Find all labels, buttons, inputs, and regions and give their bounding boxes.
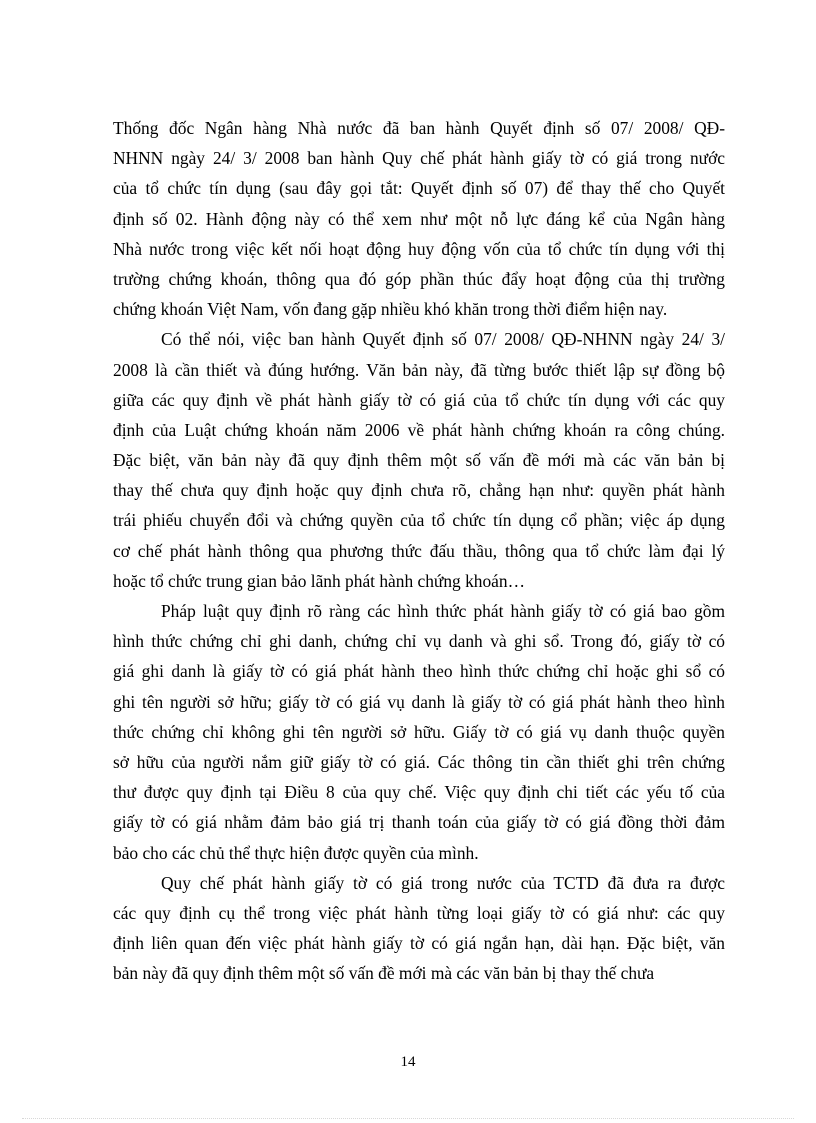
document-body [113,113,725,988]
text-line: Pháp luật quy định rõ ràng các hình thức phát hành giấy tờ có giá bao gồm [161,601,725,621]
text-line: chứng khoán Việt Nam, vốn đang gặp nhiều khó khăn trong thời điểm hiện nay. [113,299,668,320]
text-line: hình thức chứng chỉ ghi danh, chứng chỉ vụ danh và ghi sổ. Trong đó, giấy tờ có [113,631,725,652]
page-number: 14 [400,1054,416,1070]
text-line: 2008 là cần thiết và đúng hướng. Văn bản này, đã từng bước thiết lập sự đồng bộ [113,359,725,380]
paragraph [113,324,725,596]
text-line: Có thể nói, việc ban hành Quyết định số 07/ 2008/ QĐ-NHNN ngày 24/ 3/ [161,329,725,350]
text-line: Quy chế phát hành giấy tờ có giá trong nước của TCTD đã đưa ra được [161,872,725,893]
text-line: giá ghi danh là giấy tờ có giá phát hành theo hình thức chứng chỉ hoặc ghi sổ có [113,661,725,682]
text-line: định của Luật chứng khoán năm 2006 về phát hành chứng khoán ra công chúng. [113,419,725,440]
text-line: thay thế chưa quy định hoặc quy định chưa rõ, chẳng hạn như: quyền phát hành [113,480,725,501]
text-line: trường chứng khoán, thông qua đó góp phần thúc đẩy hoạt động của thị trường [113,268,725,289]
text-line: hoặc tổ chức trung gian bảo lãnh phát hành chứng khoán… [113,570,525,591]
text-line: trái phiếu chuyển đổi và chứng quyền của tổ chức tín dụng cổ phần; việc áp dụng [113,510,725,531]
page-bottom-divider [22,1118,794,1119]
text-line: sở hữu của người nắm giữ giấy tờ có giá. Các thông tin cần thiết ghi trên chứng [113,751,725,772]
paragraph [113,596,725,868]
text-line: thức chứng chỉ không ghi tên người sở hữu. Giấy tờ có giá vụ danh thuộc quyền [113,721,725,742]
text-line: các quy định cụ thể trong việc phát hành từng loại giấy tờ có giá như: các quy [113,902,725,923]
text-line: Đặc biệt, văn bản này đã quy định thêm một số vấn đề mới mà các văn bản bị [113,450,725,471]
text-line: NHNN ngày 24/ 3/ 2008 ban hành Quy chế phát hành giấy tờ có giá trong nước [113,148,725,169]
text-line: giấy tờ có giá nhằm đảm bảo giá trị thanh toán của giấy tờ có giá đồng thời đảm [113,812,725,833]
text-line: giữa các quy định về phát hành giấy tờ có giá của tổ chức tín dụng với các quy [113,389,725,410]
text-line: cơ chế phát hành thông qua phương thức đấu thầu, thông qua tổ chức làm đại lý [113,540,725,561]
text-line: thư được quy định tại Điều 8 của quy chế. Việc quy định chi tiết các yếu tố của [113,782,725,803]
text-line: ghi tên người sở hữu; giấy tờ có giá vụ danh là giấy tờ có giá phát hành theo hình [113,691,725,712]
text-line: định số 02. Hành động này có thể xem như một nỗ lực đáng kể của Ngân hàng [113,208,725,229]
text-line: Thống đốc Ngân hàng Nhà nước đã ban hành Quyết định số 07/ 2008/ QĐ- [113,118,725,138]
text-line: bản này đã quy định thêm một số vấn đề mới mà các văn bản bị thay thế chưa [113,963,655,984]
text-line: định liên quan đến việc phát hành giấy tờ có giá ngắn hạn, dài hạn. Đặc biệt, văn [113,933,725,954]
paragraph [113,868,725,989]
text-line: bảo cho các chủ thể thực hiện được quyền của mình. [113,842,479,863]
text-line: của tổ chức tín dụng (sau đây gọi tắt: Quyết định số 07) để thay thế cho Quyết [113,178,725,199]
text-line: Nhà nước trong việc kết nối hoạt động huy động vốn của tổ chức tín dụng với thị [113,238,725,259]
paragraph [113,113,725,324]
